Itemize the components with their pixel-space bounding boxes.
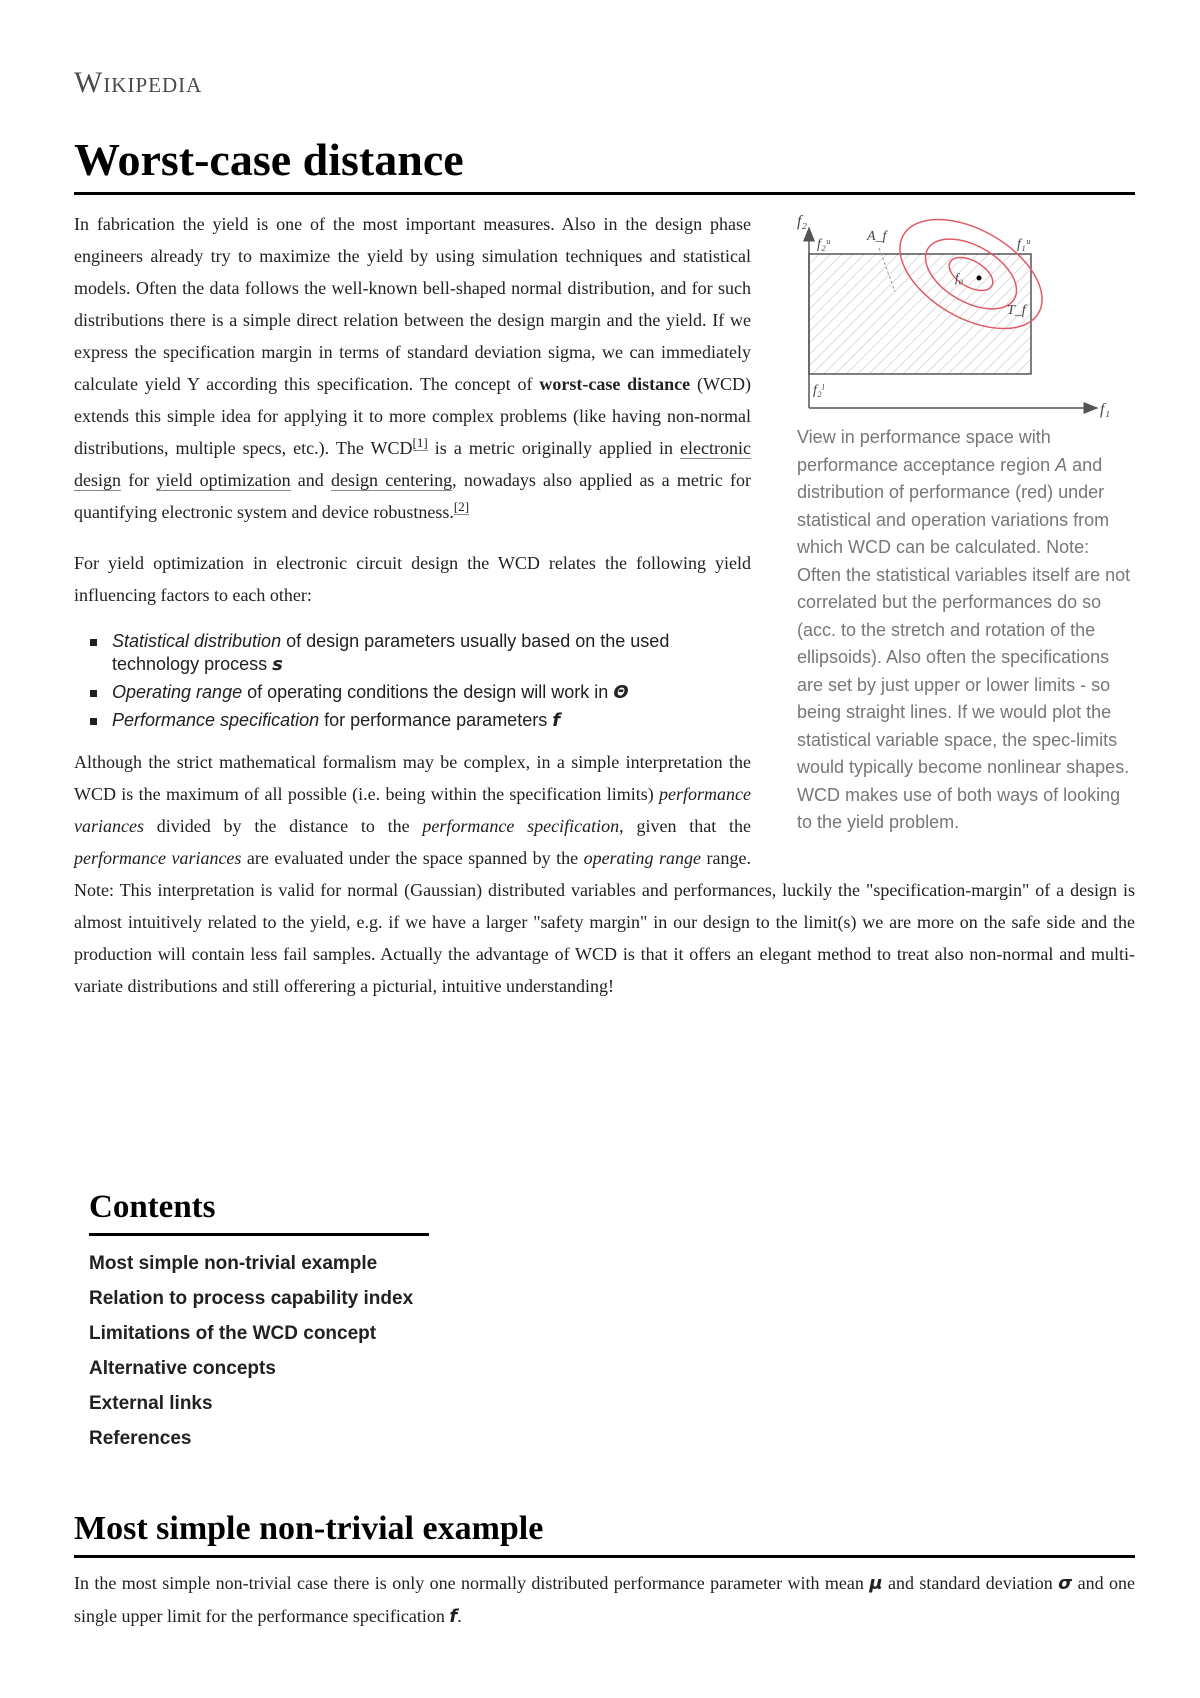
list-item: Statistical distribution of design parameters usually based on the used technology process s <box>112 630 1135 676</box>
section-paragraph: In the most simple non-trivial case there is only one normally distributed performance parameter with mean μ and standard deviation σ and one single upper limit for the performance specification f. <box>74 1573 1136 1627</box>
table-of-contents <box>89 1183 429 1456</box>
reference-link[interactable]: [1] <box>412 435 428 450</box>
f2-lower-label: f₂ˡ <box>813 383 824 398</box>
wikipedia-logo[interactable]: Wikipedia <box>74 66 203 99</box>
figure <box>797 208 1135 837</box>
performance-space-diagram[interactable] <box>797 208 1135 418</box>
intro-paragraph: In fabrication the yield is one of the most important measures. Also in the design phase engineers already try to maximize the yield by using simulation techniques and statistical models. Often the data follows the well-known bell-shaped normal distribution, and for such distributions there is a simple direct relation between the design margin and the yield. If we express the specification margin in terms of standard deviation sigma, we can immediately calculate yield Y according this specification. The concept of worst-case distance (WCD) extends this simple idea for applying it to more complex problems (like having non-normal distributions, multiple specs, etc.). The WCD[1] is a metric originally applied in electronic design for yield optimization and design centering, nowadays also applied as a metric for quantifying electronic system and device robustness.[2] <box>74 214 752 522</box>
f2-axis-label: f₂ <box>797 213 808 230</box>
toc-item[interactable]: References <box>89 1428 192 1449</box>
page-title: Worst-case distance <box>74 130 1135 195</box>
paragraph: For yield optimization in electronic circuit design the WCD relates the following yield influencing factors to each other: <box>74 553 751 605</box>
f1-axis-label: f₁ <box>1100 401 1111 418</box>
link-design-centering[interactable]: design centering <box>331 470 453 490</box>
tf-label: T_f <box>1007 303 1026 318</box>
f0-label: f₀ <box>955 270 964 285</box>
caption-text: View in performance space with performance acceptance region <box>797 427 1056 475</box>
bold-term: worst-case distance <box>539 374 691 394</box>
section-heading: Most simple non-trivial example <box>74 1504 1135 1558</box>
article-body <box>74 208 1135 1021</box>
acceptance-region <box>809 254 1031 374</box>
toc-list <box>89 1246 429 1456</box>
toc-item[interactable]: External links <box>89 1393 213 1414</box>
toc-item[interactable]: Alternative concepts <box>89 1358 276 1379</box>
toc-item[interactable]: Most simple non-trivial example <box>89 1253 378 1274</box>
toc-item[interactable]: Limitations of the WCD concept <box>89 1323 377 1344</box>
caption-symbol: A <box>1055 454 1068 475</box>
list-item: Operating range of operating conditions the design will work in Θ <box>112 681 1135 704</box>
paragraph: Although the strict mathematical formalism may be complex, in a simple interpretation the WCD is the maximum of all possible (i.e. being within the specification limits) performance variances divided by the distance to the performance specification, given that the performance variances are evaluated under the space spanned by the operating range range. Note: This interpretation is valid for normal (Gaussian) distributed variables and performances, luckily the "specification-margin" of a design is almost intuitively related to the yield, e.g. if we have a larger "safety margin" in our design to the limit(s) we are more on the safe side and the production will contain less fail samples. Actually the advantage of WCD is that it offers an elegant method to treat also non-normal and multi-variate distributions and still offerering a picturial, intuitive understanding! <box>74 752 1135 996</box>
toc-title: Contents <box>89 1183 429 1236</box>
caption-text: and distribution of performance (red) under statistical and operation variations from which WCD can be calculated. Note: Often the statistical variables itself are not correlated but the performances do so (acc. to the stretch and rotation of the ellipsoids). Also often the specifications are set by just upper or lower limits - so being straight lines. If we would plot the statistical variable space, the spec-limits would typically become nonlinear shapes. WCD makes use of both ways of looking to the yield problem. <box>797 454 1131 832</box>
f2-upper-label: f₂ᵘ <box>817 237 830 252</box>
list-item: Performance specification for performance parameters f <box>112 709 1135 732</box>
nominal-point <box>977 276 982 281</box>
factor-list <box>74 630 1135 732</box>
link-electronic-design[interactable]: electronic design <box>74 438 751 490</box>
f1-upper-label: f₁ᵘ <box>1017 237 1030 252</box>
reference-link[interactable]: [2] <box>453 499 470 514</box>
toc-item[interactable]: Relation to process capability index <box>89 1288 414 1309</box>
link-yield-optimization[interactable]: yield optimization <box>156 470 291 490</box>
af-label: A_f <box>867 229 887 244</box>
